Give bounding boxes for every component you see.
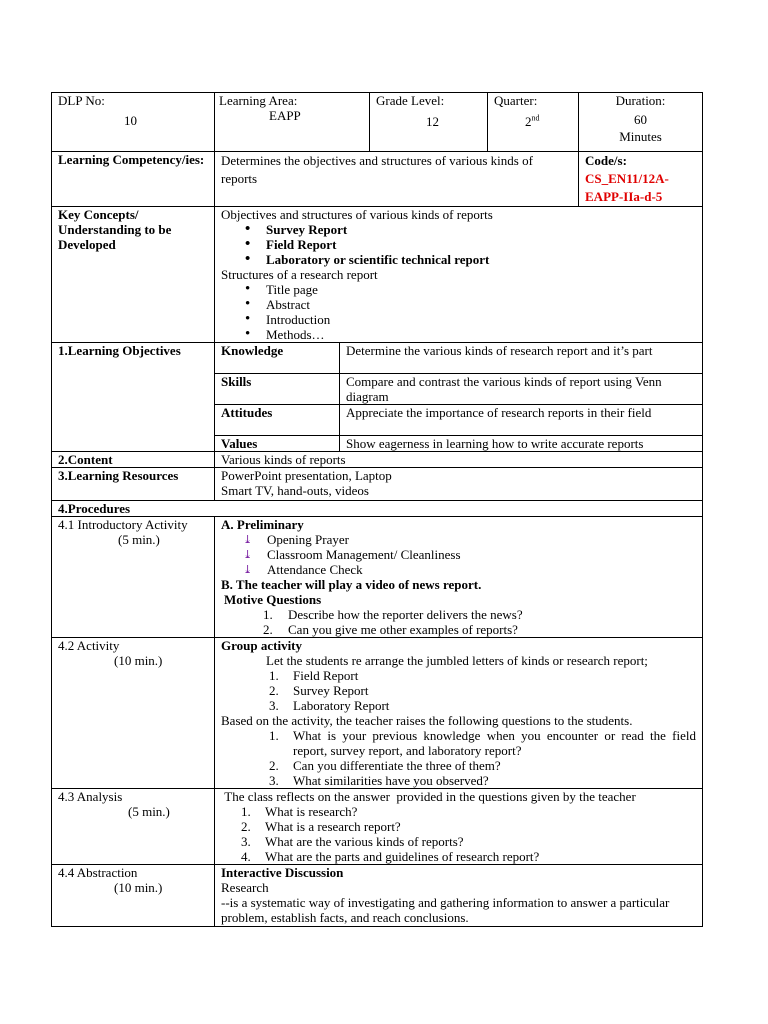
objectives-label: 1.Learning Objectives — [52, 343, 215, 452]
list-item: 1. Field Report — [269, 668, 359, 683]
list-item: 3. What similarities have you observed? — [269, 773, 489, 788]
resources-row — [52, 468, 703, 501]
objectives-row — [52, 343, 703, 374]
objective-text-values: Show eagerness in learning how to write accurate reports — [340, 436, 703, 452]
list-item-text: What is research? — [265, 804, 358, 819]
key-concepts-intro: Objectives and structures of various kinds of reports — [221, 207, 493, 222]
list-item: • Abstract — [245, 297, 696, 312]
duration-value: 60 — [634, 112, 648, 127]
list-item: 4. What are the parts and guidelines of research report? — [241, 849, 540, 864]
grade-level-cell — [370, 93, 488, 152]
objective-domain-attitudes: Attitudes — [215, 405, 340, 436]
activity-questions-list — [221, 728, 696, 788]
list-item: • Methods… — [245, 327, 696, 342]
list-item: 1. What is research? — [241, 804, 358, 819]
activity-label-cell — [52, 638, 215, 789]
key-concepts-label: Key Concepts/ Understanding to be Developed — [52, 207, 215, 343]
abstraction-heading: Interactive Discussion — [221, 865, 344, 880]
preliminary-list — [221, 532, 696, 577]
list-item-text: Opening Prayer — [267, 532, 349, 547]
activity-cell — [215, 638, 703, 789]
procedures-label: 4.Procedures — [52, 501, 703, 517]
introductory-time: (5 min.) — [118, 532, 160, 547]
resources-line-1: PowerPoint presentation, Laptop — [221, 468, 392, 483]
quarter-value — [494, 114, 572, 129]
duration-unit: Minutes — [619, 129, 662, 144]
competency-row — [52, 152, 703, 207]
list-item-text: Attendance Check — [267, 562, 363, 577]
objective-text-attitudes: Appreciate the importance of research reports in their field — [340, 405, 703, 436]
duration-cell — [579, 93, 703, 152]
resources-line-2: Smart TV, hand-outs, videos — [221, 483, 369, 498]
competency-label: Learning Competency/ies: — [52, 152, 215, 207]
list-item: • Introduction — [245, 312, 696, 327]
analysis-intro: The class reflects on the answer provided in the questions given by the teacher — [221, 789, 636, 804]
list-item-text: Describe how the reporter delivers the news? — [288, 607, 523, 622]
grade-level-label: Grade Level: — [376, 93, 445, 108]
list-item: 2. Can you give me other examples of reports? — [263, 622, 518, 637]
resources-cell — [215, 468, 703, 501]
resources-label: 3.Learning Resources — [52, 468, 215, 501]
quarter-label: Quarter: — [494, 93, 538, 108]
analysis-label: 4.3 Analysis — [58, 789, 123, 804]
video-heading: B. The teacher will play a video of news report. — [221, 577, 482, 592]
list-item — [243, 562, 696, 577]
list-item: 2. What is a research report? — [241, 819, 401, 834]
introductory-label: 4.1 Introductory Activity — [58, 517, 188, 532]
dlp-cell — [52, 93, 215, 152]
list-item-text: Survey Report — [293, 683, 369, 698]
activity-items-list — [221, 668, 696, 713]
list-item: 3. Laboratory Report — [269, 698, 390, 713]
learning-area-value: EAPP — [269, 108, 301, 123]
activity-heading: Group activity — [221, 638, 303, 653]
activity-instruction: Let the students re arrange the jumbled letters of kinds or research report; — [266, 653, 648, 668]
list-item-text: Laboratory Report — [293, 698, 390, 713]
objective-domain-values: Values — [215, 436, 340, 452]
key-concepts-cell — [215, 207, 703, 343]
list-item — [243, 532, 696, 547]
introductory-label-cell — [52, 517, 215, 638]
list-item: • Laboratory or scientific technical report — [245, 252, 696, 267]
list-item: 3. What are the various kinds of reports? — [241, 834, 464, 849]
competency-text: Determines the objectives and structures of various kinds of reports — [215, 152, 579, 207]
list-item — [243, 547, 696, 562]
structures-list — [221, 282, 696, 342]
abstraction-definition: --is a systematic way of investigating and gathering information to answer a particular problem, establish facts, and reach conclusions. — [221, 895, 670, 925]
list-item-text: Classroom Management/ Cleanliness — [267, 547, 461, 562]
list-item-text: Can you differentiate the three of them? — [293, 758, 501, 773]
code-value: CS_EN11/12A-EAPP-IIa-d-5 — [585, 171, 669, 204]
abstraction-label: 4.4 Abstraction — [58, 865, 138, 880]
arrow-bullet-icon: ⤓ — [243, 549, 253, 561]
list-item: • Title page — [245, 282, 696, 297]
lesson-plan-table — [51, 92, 703, 927]
quarter-suffix: nd — [531, 113, 540, 123]
header-row — [52, 93, 703, 152]
structures-heading: Structures of a research report — [221, 267, 378, 282]
list-item-text: What are the various kinds of reports? — [265, 834, 464, 849]
list-item: • Field Report — [245, 237, 696, 252]
analysis-cell — [215, 789, 703, 865]
analysis-row — [52, 789, 703, 865]
duration-label: Duration: — [615, 93, 666, 108]
activity-row — [52, 638, 703, 789]
objective-domain-knowledge: Knowledge — [215, 343, 340, 374]
quarter-number: 2 — [525, 114, 532, 129]
list-item: 1. What is your previous knowledge when you encounter or read the field report, survey report, and laboratory report? — [269, 728, 697, 758]
arrow-bullet-icon: ⤓ — [243, 534, 253, 546]
list-item-text: What similarities have you observed? — [293, 773, 489, 788]
content-text: Various kinds of reports — [215, 452, 703, 468]
objective-domain-skills: Skills — [215, 374, 340, 405]
list-item: • Survey Report — [245, 222, 696, 237]
list-item: 2. Can you differentiate the three of them? — [269, 758, 501, 773]
dlp-label: DLP No: — [58, 93, 105, 108]
quarter-cell — [488, 93, 579, 152]
introductory-row — [52, 517, 703, 638]
abstraction-label-cell — [52, 865, 215, 927]
analysis-questions-list — [221, 804, 696, 864]
list-item: 1. Describe how the reporter delivers the news? — [263, 607, 523, 622]
objective-text-skills: Compare and contrast the various kinds of report using Venn diagram — [340, 374, 703, 405]
learning-area-label: Learning Area: — [219, 93, 298, 108]
activity-time: (10 min.) — [114, 653, 163, 668]
activity-followup: Based on the activity, the teacher raises the following questions to the students. — [221, 713, 633, 728]
list-item-text: What is a research report? — [265, 819, 401, 834]
motive-heading: Motive Questions — [224, 592, 322, 607]
arrow-bullet-icon: ⤓ — [243, 564, 253, 576]
analysis-time: (5 min.) — [128, 804, 170, 819]
abstraction-row — [52, 865, 703, 927]
motive-questions-list — [221, 607, 696, 637]
objective-text-knowledge: Determine the various kinds of research report and it’s part — [340, 343, 703, 374]
analysis-label-cell — [52, 789, 215, 865]
lesson-plan-document — [51, 92, 702, 927]
list-item-text: What is your previous knowledge when you encounter or read the field report, survey report, and laboratory report? — [293, 728, 697, 758]
code-label: Code/s: — [585, 153, 627, 168]
content-label: 2.Content — [52, 452, 215, 468]
grade-level-value: 12 — [426, 114, 440, 129]
abstraction-cell — [215, 865, 703, 927]
learning-area-cell — [215, 93, 370, 152]
preliminary-heading: A. Preliminary — [221, 517, 304, 532]
code-cell — [579, 152, 703, 207]
procedures-row — [52, 501, 703, 517]
activity-label: 4.2 Activity — [58, 638, 120, 653]
abstraction-time: (10 min.) — [114, 880, 163, 895]
dlp-value: 10 — [124, 113, 137, 128]
list-item-text: Field Report — [293, 668, 359, 683]
introductory-cell — [215, 517, 703, 638]
content-row — [52, 452, 703, 468]
report-kinds-list — [221, 222, 696, 267]
key-concepts-row — [52, 207, 703, 343]
list-item: 2. Survey Report — [269, 683, 369, 698]
list-item-text: Can you give me other examples of reports? — [288, 622, 518, 637]
abstraction-term: Research — [221, 880, 269, 895]
list-item-text: What are the parts and guidelines of research report? — [265, 849, 540, 864]
